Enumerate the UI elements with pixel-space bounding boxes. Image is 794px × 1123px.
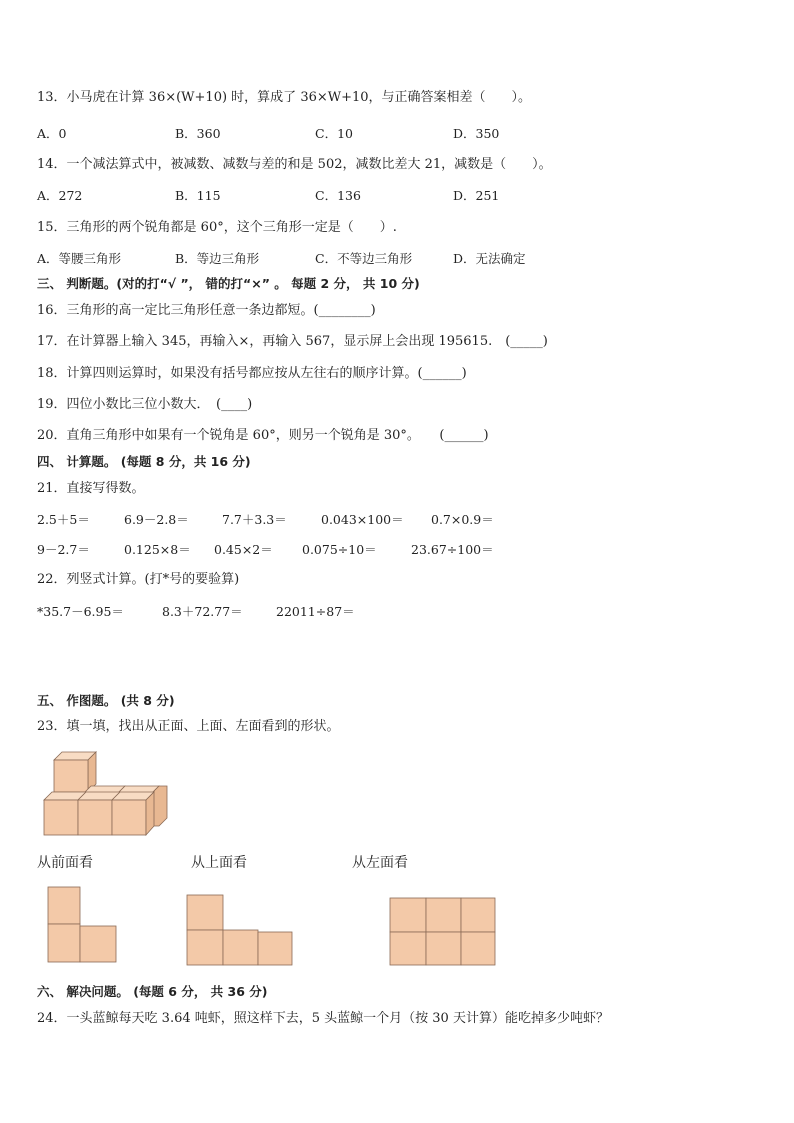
section-5-heading: 五、 作图题。 (共 8 分): [37, 693, 175, 708]
q21-r2-item-1: 9－2.7＝: [37, 542, 90, 557]
view-square: [461, 898, 495, 932]
q21-r1-item-5: 0.7×0.9＝: [431, 512, 494, 527]
q13-option-a: A．0: [37, 126, 67, 141]
q21-r2-item-5: 23.67÷100＝: [411, 542, 494, 557]
front-view-label: 从前面看: [37, 855, 93, 871]
question-15: 15．三角形的两个锐角都是 60°，这个三角形一定是（ ）.: [37, 220, 397, 235]
q14-option-a: A．272: [37, 188, 83, 203]
q21-r1-item-1: 2.5＋5＝: [37, 512, 90, 527]
view-square: [426, 898, 461, 932]
left-view-label: 从左面看: [352, 855, 408, 871]
q21-r2-item-2: 0.125×8＝: [124, 542, 191, 557]
view-square: [187, 930, 223, 965]
q22-item-1: *35.7－6.95＝: [37, 604, 124, 619]
cube-side-face: [146, 792, 154, 835]
q14-option-d: D．251: [453, 188, 500, 203]
cube-front-face: [112, 800, 146, 835]
cube-front-face: [54, 760, 88, 792]
view-square: [80, 926, 116, 962]
q15-option-c: C．不等边三角形: [315, 251, 413, 266]
view-square: [390, 932, 426, 965]
q21-r2-item-3: 0.45×2＝: [214, 542, 273, 557]
question-18: 18．计算四则运算时，如果没有括号都应按从左往右的顺序计算。(______): [37, 366, 467, 381]
view-square: [390, 898, 426, 932]
question-13: 13．小马虎在计算 36×(W+10) 时，算成了 36×W+10，与正确答案相差（ ）。: [37, 90, 532, 105]
view-square: [258, 932, 292, 965]
left-view-figure: [389, 897, 497, 967]
q21-r1-item-4: 0.043×100＝: [321, 512, 404, 527]
question-21: 21．直接写得数。: [37, 481, 145, 496]
q21-r2-item-4: 0.075÷10＝: [302, 542, 377, 557]
view-square: [187, 895, 223, 930]
cube-front-face: [44, 800, 78, 835]
q21-r1-item-2: 6.9－2.8＝: [124, 512, 189, 527]
question-16: 16．三角形的高一定比三角形任意一条边都短。(________): [37, 303, 376, 318]
section-6-heading: 六、 解决问题。 (每题 6 分， 共 36 分): [37, 984, 268, 999]
q22-item-3: 22011÷87＝: [276, 604, 355, 619]
question-22: 22．列竖式计算。(打*号的要验算): [37, 572, 240, 587]
q13-option-b: B．360: [175, 126, 221, 141]
q15-option-a: A．等腰三角形: [37, 251, 122, 266]
view-square: [461, 932, 495, 965]
q14-option-b: B．115: [175, 188, 221, 203]
question-17: 17．在计算器上输入 345，再输入×，再输入 567，显示屏上会出现 195615. (_____): [37, 334, 548, 349]
cube-front-face: [78, 800, 112, 835]
view-square: [426, 932, 461, 965]
question-20: 20．直角三角形中如果有一个锐角是 60°，则另一个锐角是 30°。 (______): [37, 428, 489, 443]
question-23: 23．填一填，找出从正面、上面、左面看到的形状。: [37, 719, 340, 734]
front-view-figure: [47, 886, 119, 964]
top-view-figure: [186, 894, 294, 966]
q21-r1-item-3: 7.7＋3.3＝: [222, 512, 287, 527]
question-14: 14．一个减法算式中，被减数、减数与差的和是 502，减数比差大 21，减数是（ ）。: [37, 157, 552, 172]
section-3-heading: 三、 判断题。(对的打“√ ”， 错的打“×” 。 每题 2 分， 共 10 分): [37, 276, 420, 291]
top-view-label: 从上面看: [191, 855, 247, 871]
q15-option-b: B．等边三角形: [175, 251, 260, 266]
q13-option-d: D．350: [453, 126, 500, 141]
view-square: [48, 924, 80, 962]
q15-option-d: D．无法确定: [453, 251, 526, 266]
q22-item-2: 8.3＋72.77＝: [162, 604, 243, 619]
view-square: [48, 887, 80, 924]
q13-option-c: C．10: [315, 126, 353, 141]
question-24: 24．一头蓝鲸每天吃 3.64 吨虾，照这样下去，5 头蓝鲸一个月（按 30 天计算）能吃掉多少吨虾？: [37, 1011, 609, 1026]
section-4-heading: 四、 计算题。 (每题 8 分，共 16 分): [37, 454, 251, 469]
view-square: [223, 930, 258, 965]
question-19: 19．四位小数比三位小数大． (____): [37, 397, 253, 412]
q14-option-c: C．136: [315, 188, 361, 203]
cube-stack-figure: [40, 748, 175, 838]
